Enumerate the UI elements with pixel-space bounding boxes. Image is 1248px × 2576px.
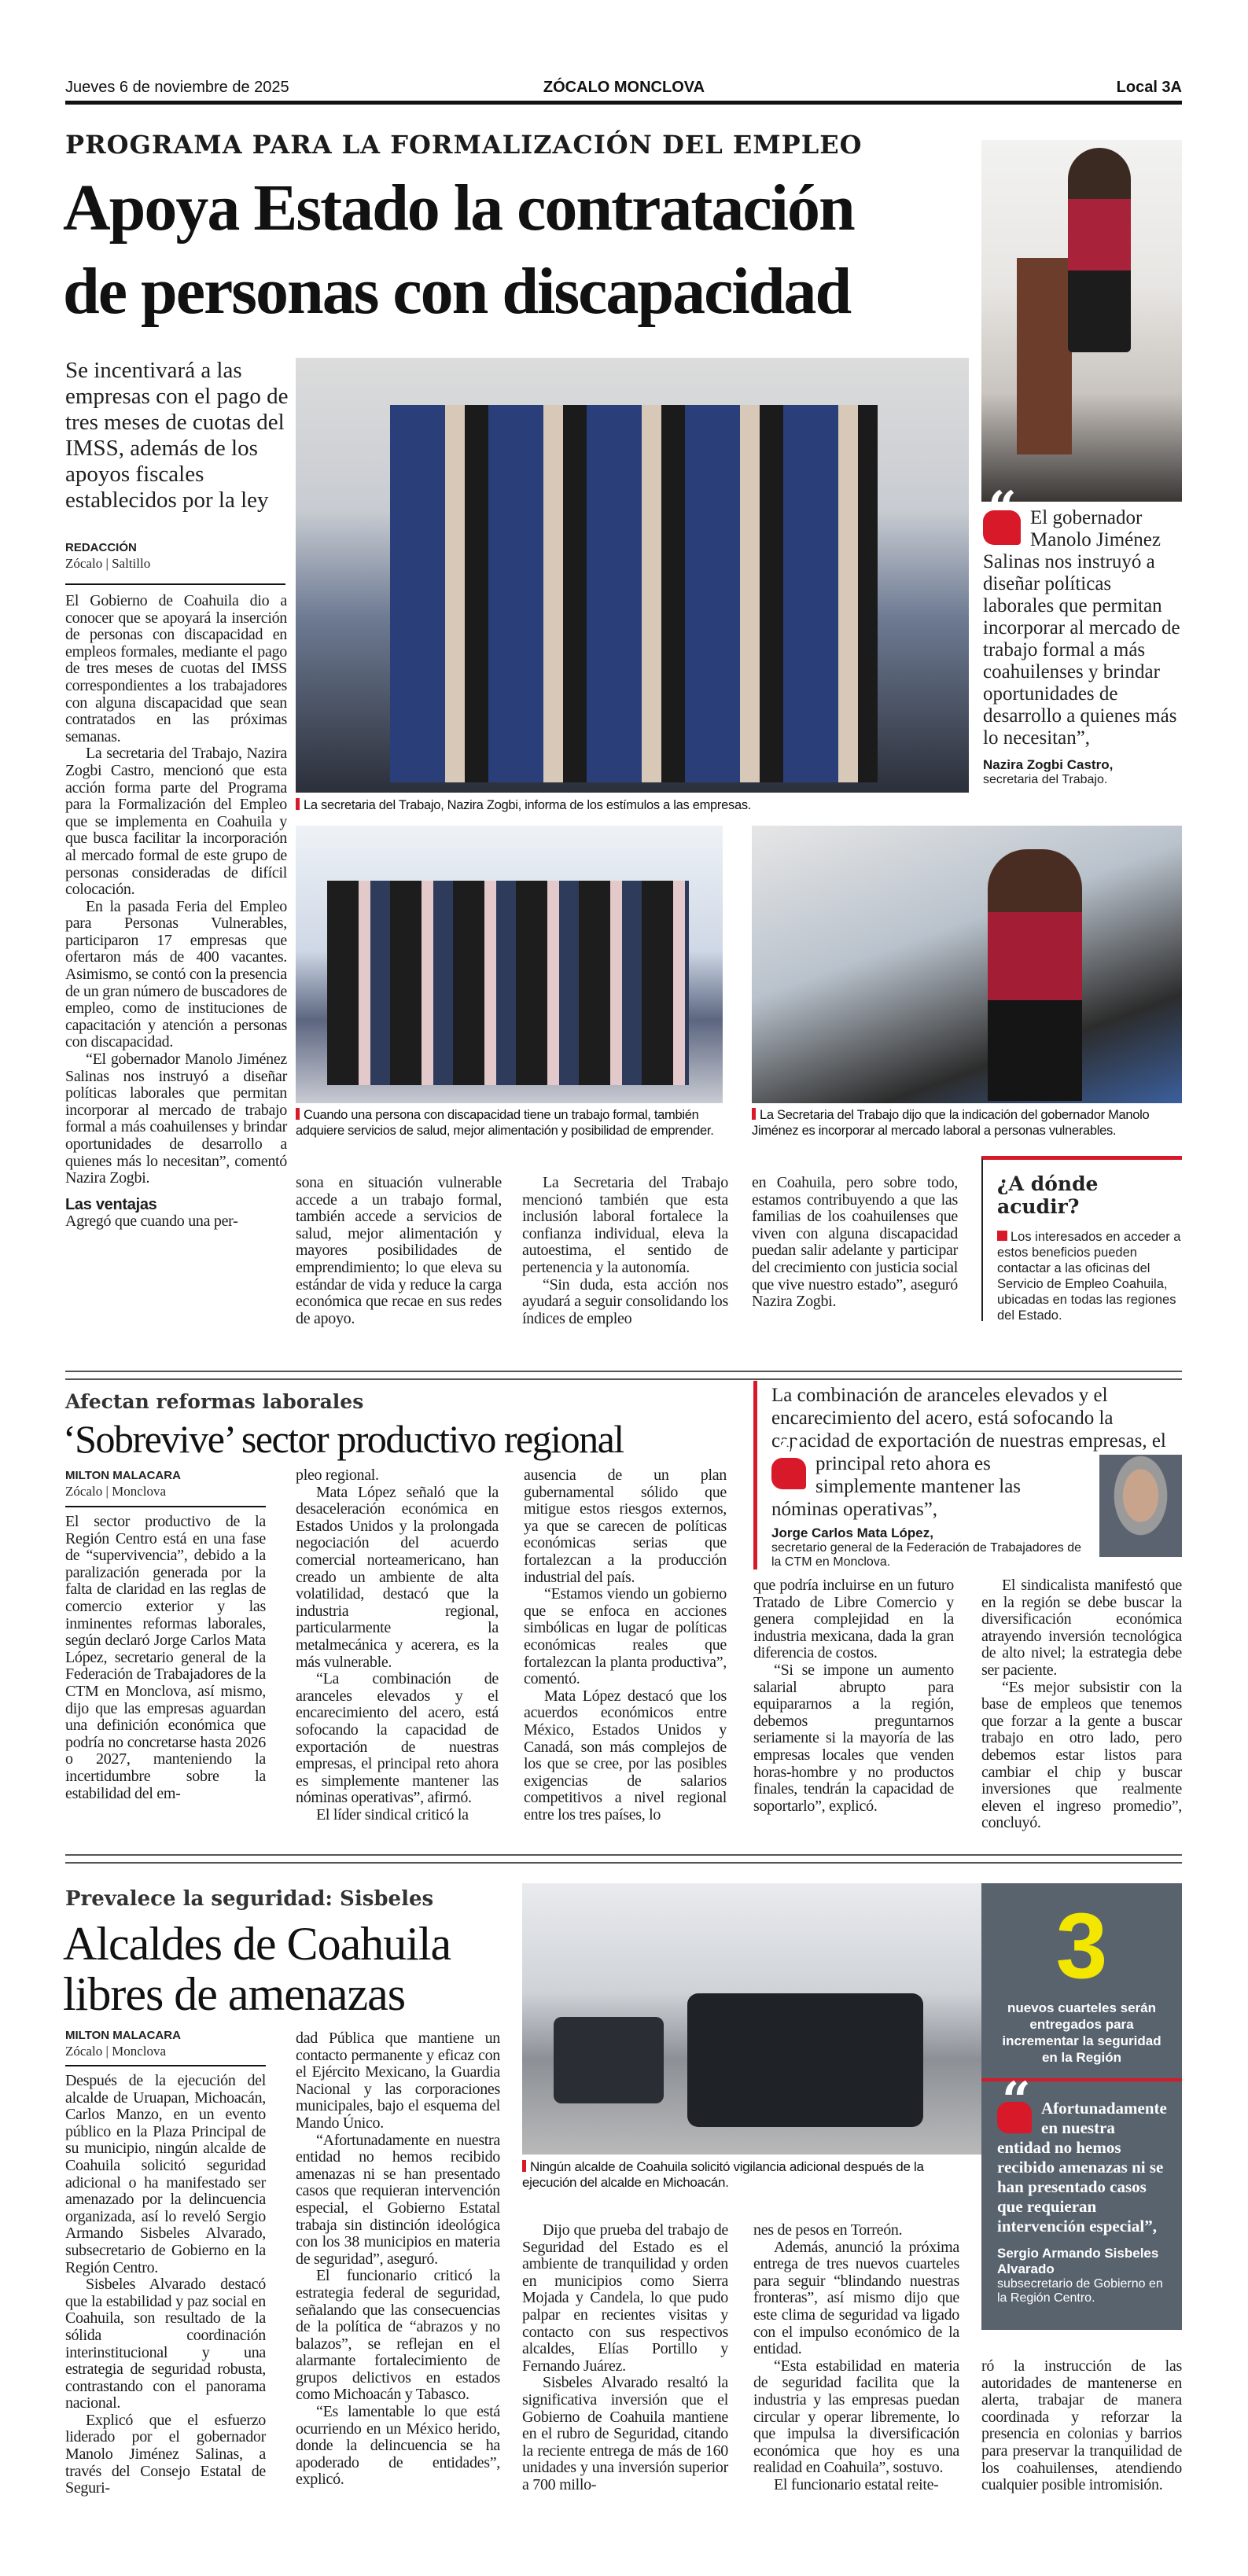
- article1-pull-quote: [983, 507, 1182, 787]
- patrol-truck: [687, 1993, 923, 2127]
- article1-byline: [65, 541, 285, 572]
- caption-text: Ningún alcalde de Coahuila solicitó vigilancia adicional después de la ejecución del alcalde en Michoacán.: [522, 2159, 924, 2190]
- quote-role: secretario general de la Federación de Trabajadores de la CTM en Monclova.: [771, 1541, 1082, 1569]
- speaker-photo: [981, 140, 1182, 502]
- article2-byline: [65, 1469, 266, 1500]
- article3-column-4: [753, 2222, 959, 2494]
- author: REDACCIÓN: [65, 541, 137, 554]
- subtitle: Las ventajas: [65, 1195, 157, 1213]
- patrol-truck: [554, 2017, 664, 2103]
- issue-date: Jueves 6 de noviembre de 2025: [65, 79, 289, 96]
- caption-text: Cuando una persona con discapacidad tiene un trabajo formal, también adquiere servicios de salud, mejor alimentación y posibilidad de emprender.: [296, 1108, 714, 1138]
- article3-headline: [63, 1919, 515, 2019]
- body-paragraph: dad Pública que mantiene un contacto permanente y eficaz con el Ejército Mexicano, la Guardia Nacional y las corporaciones municipales, bajo el esquema del Mando Único.: [296, 2030, 500, 2132]
- section-page: Local 3A: [1116, 79, 1182, 96]
- body-paragraph: Después de la ejecución del alcalde de Uruapan, Michoacán, Carlos Manzo, en un evento público en la Plaza Principal de su municipio, ningún alcalde de Coahuila solicitó seguridad adicional o ha manifestado ser amenazado por la delincuencia organizada, así lo reveló Sergio Armando Sisbeles Alvarado, subsecretario de Gobierno en la Región Centro.: [65, 2072, 266, 2276]
- main-photo-caption: [296, 797, 972, 813]
- quote-icon: [771, 1458, 806, 1489]
- body-paragraph: ró la instrucción de las autoridades de mantenerse en alerta, trabajar de manera coordinada y reforzar la presencia en colonias y barrios para preservar la tranquilidad de los coahuilenses, atendiendo cualquier posible intromisión.: [981, 2357, 1182, 2494]
- dateline: Zócalo | Monclova: [65, 1484, 167, 1499]
- body-paragraph: Agregó que cuando una per-: [65, 1213, 238, 1231]
- article1-column-2: [296, 1175, 502, 1327]
- caption-marker: [522, 2160, 526, 2172]
- stat-text: nuevos cuarteles serán entregados para incrementar la seguridad en la Región: [1002, 2000, 1161, 2065]
- body-paragraph: “Es mejor subsistir con la base de empleos que tenemos que forzar a la gente a buscar trabajo en otro lado, pero debemos estar listos para cambiar el chip y buscar inversiones que realmente eleven el ingreso promedio”, concluyó.: [981, 1678, 1182, 1832]
- box-title: ¿A dónde acudir?: [997, 1172, 1099, 1218]
- speaker-figure: [1068, 148, 1131, 352]
- patrol-vehicles-photo: [522, 1883, 981, 2155]
- body-paragraph: “Esta estabilidad en materia de seguridad facilita que la industria y las empresas puedan circular y operar libremente, lo que impulsa la diversificación económica que hoy es una realidad en Coahuila”, sostuvo.: [753, 2357, 959, 2477]
- body-paragraph: El funcionario estatal reite-: [774, 2475, 939, 2493]
- body-paragraph: en Coahuila, pero sobre todo, estamos contribuyendo a que las familias de los coahuilenses que viven con alguna discapacidad puedan salir adelante y participar del crecimiento con justicia social que vive nuestro estado”, aseguró Nazira Zogbi.: [752, 1174, 958, 1311]
- article2-column-4: [753, 1577, 954, 1815]
- quote-text: El gobernador Manolo Jiménez Salinas nos instruyó a diseñar políticas laborales que permitan incorporar al mercado de trabajo formal a más coahuilenses y brindar oportunidades de desarrollo a quienes más lo necesitan”,: [983, 507, 1180, 749]
- body-paragraph: “Es lamentable lo que está ocurriendo en un México herido, donde la delincuencia se ha apoderado de entidades”, explicó.: [296, 2403, 500, 2489]
- photo-caption-right: [752, 1107, 1184, 1139]
- photo-caption-left: [296, 1107, 727, 1139]
- article3-kicker: Prevalece la seguridad: Sisbeles: [65, 1887, 434, 1911]
- body-paragraph: Explicó que el esfuerzo liderado por el gobernador Manolo Jiménez Salinas, a través del Consejo Estatal de Seguri-: [65, 2411, 266, 2497]
- article1-kicker: PROGRAMA PARA LA FORMALIZACIÓN DEL EMPLEO: [65, 130, 863, 160]
- stat-number: 3: [1055, 1894, 1108, 1998]
- byline-rule: [65, 583, 285, 585]
- stat-quote-box: [981, 1883, 1182, 2330]
- dateline: Zócalo | Saltillo: [65, 556, 151, 571]
- quote-role: subsecretario de Gobierno en la Región Centro.: [997, 2277, 1163, 2305]
- quote-text: La combinación de aranceles elevados y el encarecimiento del acero, está sofocando la capacidad de exportación de nuestras empresas, el principal reto ahora es simplemente mantener las nóminas operativas”,: [771, 1385, 1166, 1520]
- caption-marker: [296, 1108, 300, 1120]
- body-paragraph: que podría incluirse en un futuro Tratado de Libre Comercio y genera complejidad en la industria mexicana, dada la gran diferencia de costos.: [753, 1577, 954, 1662]
- author: MILTON MALACARA: [65, 1469, 181, 1482]
- box-marker: [997, 1231, 1007, 1241]
- photo-job-fair: [752, 826, 1182, 1103]
- article2-column-3: [524, 1467, 727, 1823]
- body-paragraph: El sindicalista manifestó que en la región se debe buscar la diversificación económica atrayendo inversión tecnológica de alto nivel; la estrategia debe ser paciente.: [981, 1577, 1182, 1679]
- article3-column-2: [296, 2030, 500, 2489]
- headline-line: libres de amenazas: [63, 1968, 406, 2020]
- body-paragraph: Sisbeles Alvarado destacó que la estabilidad y paz social en Coahuila, son resultado de la sólida coordinación interinstitucional y una estrategia de seguridad robusta, contrastando con el panorama nacional.: [65, 2276, 266, 2412]
- article2-column-1: [65, 1514, 266, 1802]
- patrol-photo-caption: [522, 2159, 981, 2191]
- newspaper-name: ZÓCALO MONCLOVA: [543, 79, 705, 96]
- article1-column-4: [752, 1175, 958, 1311]
- body-paragraph: nes de pesos en Torreón.: [753, 2221, 903, 2239]
- body-paragraph: El líder sindical criticó la: [316, 1805, 469, 1823]
- body-paragraph: sona en situación vulnerable accede a un trabajo formal, también accede a servicios de salud, mejor alimentación y mayores posibilidades de emprendimiento; lo que eleva su estándar de vida y reduce la carga económica que recae en sus redes de apoyo.: [296, 1174, 502, 1327]
- group-figures: [390, 405, 878, 782]
- quote-icon: [997, 2102, 1032, 2133]
- article1-subhead: Se incentivará a las empresas con el pago de tres meses de cuotas del IMSS, además de los apoyos fiscales establecidos por la ley: [65, 358, 289, 513]
- body-paragraph: “Sin duda, esta acción nos ayudará a seguir consolidando los índices de empleo: [522, 1275, 728, 1327]
- body-paragraph: ausencia de un plan gubernamental sólido que mitigue estos riesgos externos, ya que se carecen de políticas económicas serias que fortalezcan a la producción industrial del país.: [524, 1466, 727, 1586]
- group-figures: [327, 881, 689, 1085]
- article2-column-5: [981, 1577, 1182, 1832]
- body-paragraph: Mata López destacó que los acuerdos económicos entre México, Estados Unidos y Canadá, son más complejos de los que se cree, por las posibles exigencias de salarios competitivos a nivel regional entre los tres países, lo: [524, 1687, 727, 1823]
- article3-column-5: [981, 2358, 1182, 2494]
- body-paragraph: Dijo que prueba del trabajo de Seguridad del Estado es el ambiente de tranquilidad y orden en municipios como Sierra Mojada y Candela, lo que pudo palpar en recientes visitas y contacto con sus respectivos alcaldes, Elías Portillo y Fernando Juárez.: [522, 2221, 728, 2375]
- box-text: Los interesados en acceder a estos beneficios pueden contactar a las oficinas del Servicio de Empleo Coahuila, ubicadas en todas las regiones del Estado.: [997, 1230, 1181, 1323]
- headline-line: Alcaldes de Coahuila: [63, 1918, 451, 1970]
- secretary-figure: [988, 849, 1082, 1101]
- where-to-go-box: [981, 1156, 1182, 1321]
- article1-column-3: [522, 1175, 728, 1327]
- source-portrait: [1099, 1455, 1182, 1557]
- body-paragraph: pleo regional.: [296, 1466, 379, 1484]
- quote-icon: [983, 510, 1021, 545]
- article2-headline: ‘Sobrevive’ sector productivo regional: [63, 1417, 624, 1461]
- body-paragraph: “Si se impone un aumento salarial abrupto para equipararnos a la región, debemos preguntarnos seriamente si la mayoría de las empresas locales que venden horas-hombre y no productos finales, tendrán la capacidad de soportarlo”, explicó.: [753, 1661, 954, 1815]
- body-paragraph: Mata López señaló que la desaceleración económica en Estados Unidos y la prolongada negociación del acuerdo comercial norteamericano, han creado un ambiente de alta volatilidad, destacó que la industria regional, particularmente la metalmecánica y acerera, es la más vulnerable.: [296, 1483, 499, 1671]
- caption-text: La Secretaria del Trabajo dijo que la indicación del gobernador Manolo Jiménez es incorporar al mercado laboral a personas vulnerables.: [752, 1108, 1150, 1138]
- headline-line: Apoya Estado la contratación: [63, 171, 854, 245]
- quote-author: Jorge Carlos Mata López,: [771, 1525, 933, 1540]
- caption-marker: [752, 1108, 756, 1120]
- photo-group-fair: [296, 826, 723, 1103]
- byline-rule: [65, 2065, 266, 2066]
- main-photo: [296, 358, 969, 793]
- article3-column-3: [522, 2222, 728, 2494]
- body-paragraph: El sector productivo de la Región Centro está en una fase de “supervivencia”, debido a la paralización generada por la falta de claridad en las reglas de comercio exterior y las inminentes reformas laborales, según declaró Jorge Carlos Mata López, secretario general de la Federación de Trabajadores de la CTM en Monclova, así mismo, dijo que las empresas aguardan una definición económica que podría no concretarse hasta 2026 o 2027, manteniendo la incertidumbre sobre la estabilidad del em-: [65, 1513, 266, 1802]
- section-divider: [65, 1854, 1182, 1864]
- body-paragraph: En la pasada Feria del Empleo para Personas Vulnerables, participaron 17 empresas que ofertaron más de 400 vacantes. Asimismo, se contó con la presencia de un gran número de buscadores de empleo, como de instituciones de capacitación y atención a personas con discapacidad.: [65, 897, 287, 1051]
- article3-byline: [65, 2029, 266, 2059]
- article3-column-1: [65, 2073, 266, 2497]
- body-paragraph: “El gobernador Manolo Jiménez Salinas nos instruyó a diseñar políticas laborales que permitan incorporar al mercado de trabajo formal a más coahuilenses y brindar oportunidades de desarrollo a quienes más lo necesitan”, comentó Nazira Zogbi.: [65, 1051, 287, 1187]
- author: MILTON MALACARA: [65, 2029, 181, 2042]
- body-paragraph: “Estamos viendo un gobierno que se enfoca en acciones simbólicas en lugar de políticas económicas reales que fortalezcan la planta productiva”, comentó.: [524, 1585, 727, 1688]
- quote-text: Afortunadamente en nuestra entidad no hemos recibido amenazas ni se han presentado casos que requieran intervención especial”,: [997, 2099, 1167, 2236]
- article2-pull-quote: [753, 1381, 1182, 1570]
- dateline: Zócalo | Monclova: [65, 2044, 167, 2059]
- article1-headline: [63, 167, 975, 333]
- article2-column-2: [296, 1467, 499, 1823]
- quote-author: Nazira Zogbi Castro,: [983, 757, 1114, 772]
- body-paragraph: “La combinación de aranceles elevados y el encarecimiento del acero, está sofocando la capacidad de exportación de nuestras empresas, el principal reto ahora es simplemente mantener las nóminas operativas”, afirmó.: [296, 1670, 499, 1807]
- body-paragraph: La secretaria del Trabajo, Nazira Zogbi Castro, mencionó que esta acción forma parte del Programa para la Formalización del Empleo que se implementa en Coahuila y que busca facilitar la incorporación al mercado formal de este grupo de personas consideradas de difícil colocación.: [65, 745, 287, 899]
- headline-line: de personas con discapacidad: [63, 255, 851, 328]
- article1-column-1: [65, 593, 287, 1231]
- body-paragraph: “Afortunadamente en nuestra entidad no hemos recibido amenazas ni se han presentado casos que requieran intervención especial, el Gobierno Estatal trabaja sin distinción ideológica con los 38 municipios en materia de seguridad”, aseguró.: [296, 2131, 500, 2268]
- article3-right-column: [981, 1883, 1182, 2494]
- quote-author: Sergio Armando Sisbeles Alvarado: [997, 2246, 1159, 2276]
- section-divider: [65, 1371, 1182, 1380]
- body-paragraph: La Secretaria del Trabajo mencionó también que esta inclusión laboral fortalece la confianza individual, eleva la autoestima, el sentido de pertenencia y la autonomía.: [522, 1174, 728, 1276]
- podium: [1017, 258, 1072, 454]
- body-paragraph: El funcionario criticó la estrategia federal de seguridad, señalando que las consecuencias de la política de “abrazos y no balazos”, se reflejan en el alarmante fortalecimiento de grupos delictivos en estados como Michoacán y Tabasco.: [296, 2267, 500, 2404]
- body-paragraph: Además, anunció la próxima entrega de tres nuevos cuarteles para seguir “blindando nuestras fronteras”, así mismo dijo que este clima de seguridad va ligado con el impulso económico de la entidad.: [753, 2238, 959, 2358]
- header-rule: [65, 101, 1182, 105]
- body-paragraph: Sisbeles Alvarado resaltó la significativa inversión que el Gobierno de Coahuila mantiene en el rubro de Seguridad, citando la reciente entrega de más de 160 unidades y una inversión superior a 700 millo-: [522, 2374, 728, 2493]
- body-paragraph: El Gobierno de Coahuila dio a conocer que se apoyará la inserción de personas con discapacidad en empleos formales, mediante el pago de tres meses de cuotas del IMSS correspondientes a los trabajadores con alguna discapacidad que sean contratados en las próximas semanas.: [65, 592, 287, 745]
- byline-rule: [65, 1506, 266, 1507]
- caption-text: La secretaria del Trabajo, Nazira Zogbi, informa de los estímulos a las empresas.: [304, 798, 752, 812]
- article2-kicker: Afectan reformas laborales: [65, 1390, 364, 1413]
- caption-marker: [296, 798, 300, 810]
- quote-role: secretaria del Trabajo.: [983, 773, 1108, 786]
